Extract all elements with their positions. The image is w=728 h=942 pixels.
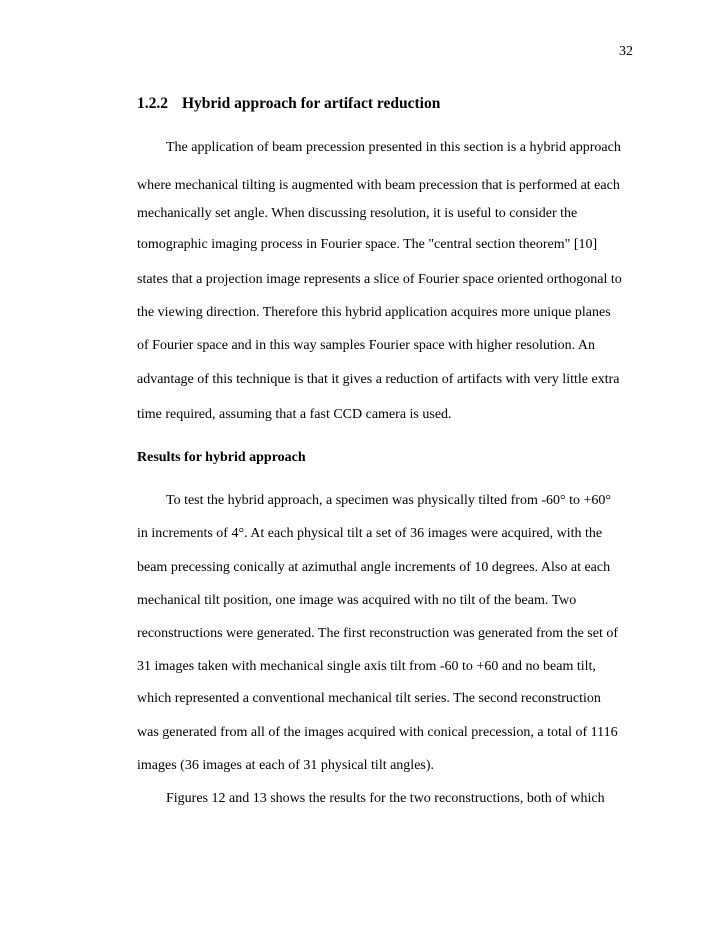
paragraph2-line: in increments of 4°. At each physical tilt a set of 36 images were acquired, with the: [137, 526, 603, 541]
paragraph1-line: states that a projection image represents a slice of Fourier space oriented orthogonal to: [137, 272, 622, 287]
paragraph1-line: time required, assuming that a fast CCD camera is used.: [137, 407, 452, 422]
paragraph1-line: mechanically set angle. When discussing resolution, it is useful to consider the: [137, 206, 578, 221]
paragraph2-line: reconstructions were generated. The first reconstruction was generated from the set of: [137, 626, 618, 641]
section-title: Hybrid approach for artifact reduction: [182, 95, 441, 112]
paragraph2-line: which represented a conventional mechanical tilt series. The second reconstruction: [137, 691, 601, 706]
paragraph2-line: 31 images taken with mechanical single axis tilt from -60 to +60 and no beam tilt,: [137, 659, 596, 674]
section-heading: [137, 95, 440, 113]
paragraph2-line: To test the hybrid approach, a specimen was physically tilted from -60° to +60°: [166, 493, 612, 508]
results-subheading: Results for hybrid approach: [137, 450, 306, 465]
paragraph1-line: tomographic imaging process in Fourier space. The "central section theorem" [10]: [137, 237, 598, 252]
paragraph1-line: where mechanical tilting is augmented with beam precession that is performed at each: [137, 178, 620, 193]
page-number: 32: [619, 44, 633, 59]
paragraph2-line: beam precessing conically at azimuthal angle increments of 10 degrees. Also at each: [137, 560, 611, 575]
paragraph3-line: Figures 12 and 13 shows the results for the two reconstructions, both of which: [166, 791, 605, 806]
paragraph1-line: the viewing direction. Therefore this hybrid application acquires more unique planes: [137, 305, 611, 320]
paragraph2-line: images (36 images at each of 31 physical tilt angles).: [137, 758, 435, 773]
paragraph2-line: was generated from all of the images acquired with conical precession, a total of 1116: [137, 725, 618, 740]
paragraph1-line: advantage of this technique is that it gives a reduction of artifacts with very little extra: [137, 372, 620, 387]
paragraph1-line: The application of beam precession presented in this section is a hybrid approach: [166, 140, 621, 155]
paragraph2-line: mechanical tilt position, one image was acquired with no tilt of the beam. Two: [137, 593, 577, 608]
section-number: 1.2.2: [137, 95, 168, 112]
paragraph1-line: of Fourier space and in this way samples Fourier space with higher resolution. An: [137, 338, 596, 353]
